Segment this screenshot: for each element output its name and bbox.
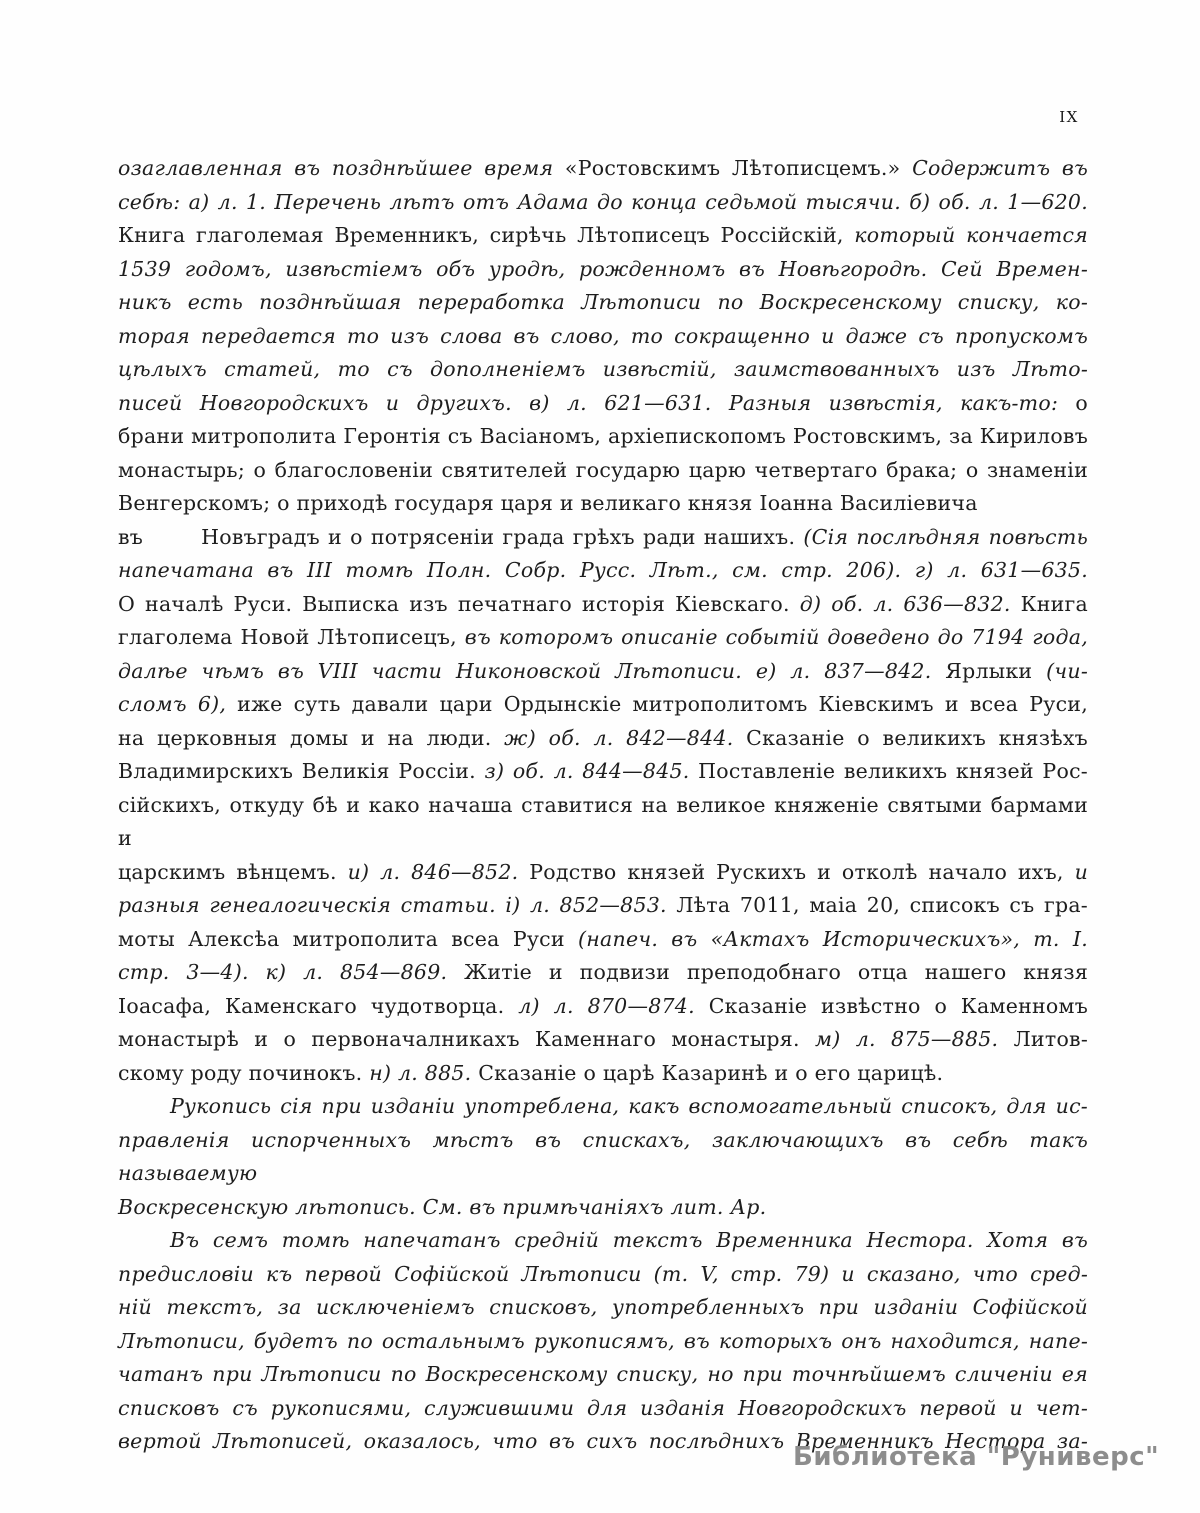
text-line	[118, 1392, 1088, 1426]
italic-text-segment: (Сія послѣдняя повѣсть	[803, 524, 1088, 549]
roman-text-segment: Сказаніе извѣстно о Каменномъ	[708, 993, 1088, 1018]
roman-text-segment: глаголема Новой Лѣтописецъ,	[118, 625, 465, 649]
italic-text-segment: и	[1074, 859, 1089, 884]
text-line	[118, 219, 1088, 253]
roman-text-segment: монастырь; о благословеніи святителей государю царю четвертаго брака; о знаменіи	[118, 457, 1088, 482]
text-line	[118, 789, 1088, 856]
text-line	[118, 320, 1088, 354]
text-line	[118, 990, 1088, 1024]
roman-text-segment: иже суть давали цари Ордынскіе митрополитомъ Кіевскимъ и всеа Руси,	[237, 692, 1088, 716]
page-number: IX	[1059, 108, 1079, 126]
italic-text-segment: (напеч. въ «Актахъ Историческихъ», т. I.	[578, 926, 1088, 951]
italic-text-segment: ній текстъ, за исключеніемъ списковъ, употребленныхъ при изданіи Софійской	[118, 1295, 1088, 1319]
italic-text-segment: ж) об. л. 842—844.	[504, 725, 747, 750]
library-watermark: Библиотека "Руниверс"	[793, 1442, 1160, 1472]
italic-text-segment: Рукопись сія при изданіи употреблена, какъ вспомогательный списокъ, для ис-	[170, 1094, 1088, 1118]
text-line	[118, 186, 1088, 220]
italic-text-segment: д) об. л. 636—832.	[799, 591, 1021, 616]
roman-text-segment: сійскихъ, откуду бѣ и како начаша ставитися на великое княженіе святыми бармами и	[118, 792, 1088, 850]
roman-text-segment: Родство князей Рускихъ и отколѣ начало ихъ,	[529, 859, 1075, 884]
italic-text-segment: торая передается то изъ слова въ слово, то сокращенно и даже съ пропускомъ	[118, 323, 1088, 348]
text-line	[118, 387, 1088, 421]
roman-text-segment: Житіе и подвизи преподобнаго отца нашего князя	[464, 960, 1088, 984]
text-line	[118, 889, 1088, 923]
italic-text-segment: Воскресенскую лѣтопись. См. въ примѣчаніяхъ лит. Ар.	[118, 1194, 767, 1219]
text-line	[118, 1358, 1088, 1392]
text-block	[118, 152, 1088, 1459]
italic-text-segment: м) л. 875—885.	[814, 1027, 1014, 1051]
roman-text-segment: въ	[118, 524, 144, 549]
italic-text-segment: который кончается	[854, 223, 1089, 247]
roman-text-segment: царскимъ вѣнцемъ.	[118, 859, 348, 884]
text-line	[118, 420, 1088, 454]
roman-text-segment: на церковныя домы и на люди.	[118, 725, 505, 750]
text-line	[118, 856, 1088, 890]
italic-text-segment: далѣе чѣмъ въ VIII части Никоновской Лѣтописи. е) л. 837—842.	[118, 658, 946, 683]
roman-text-segment: Поставленіе великихъ князей Рос-	[698, 759, 1088, 783]
roman-text-segment: Венгерскомъ; о приходѣ государя царя и великаго князя Іоанна Василіевича	[118, 491, 978, 515]
roman-text-segment: Новъградъ и о потрясеніи града грѣхъ ради нашихъ.	[201, 524, 804, 549]
italic-text-segment: чатанъ при Лѣтописи по Воскресенскому списку, но при точнѣйшемъ сличеніи ея	[118, 1362, 1088, 1386]
italic-text-segment: стр. 3—4). к) л. 854—869.	[118, 960, 465, 984]
italic-text-segment: н) л. 885.	[369, 1060, 479, 1085]
italic-text-segment: правленія испорченныхъ мѣстъ въ спискахъ, заключающихъ въ себѣ такъ называемую	[118, 1127, 1088, 1185]
text-line	[118, 755, 1088, 789]
italic-text-segment: л) л. 870—874.	[518, 993, 709, 1018]
text-line	[118, 487, 1088, 521]
italic-text-segment: з) об. л. 844—845.	[484, 759, 699, 783]
text-line	[118, 621, 1088, 655]
text-line	[118, 1258, 1088, 1292]
roman-text-segment: Ярлыки	[945, 658, 1047, 683]
roman-text-segment: брани митрополита Геронтія съ Васіаномъ, архіепископомъ Ростовскимъ, за Кириловъ	[118, 424, 1088, 448]
text-line	[118, 688, 1088, 722]
italic-text-segment: въ которомъ описаніе событій доведено до 7194 года,	[464, 625, 1088, 649]
text-line	[118, 1057, 1088, 1091]
paragraph	[118, 1090, 1088, 1224]
text-line	[118, 1124, 1088, 1191]
text-line	[118, 521, 1088, 555]
text-line	[118, 1023, 1088, 1057]
roman-text-segment: «Ростовскимъ Лѣтописцемъ.»	[564, 156, 901, 180]
italic-text-segment: вертой Лѣтописей, оказалось, что въ сихъ послѣднихъ Временникъ Нестора за-	[118, 1429, 1088, 1453]
roman-text-segment: моты Алексѣа митрополита всеа Руси	[118, 926, 579, 951]
roman-text-segment: Владимирскихъ Великія Россіи.	[118, 759, 485, 783]
italic-text-segment: и) л. 846—852.	[347, 859, 530, 884]
paragraph	[118, 152, 1088, 1090]
italic-text-segment: списковъ съ рукописями, служившими для изданія Новгородскихъ первой и чет-	[118, 1395, 1088, 1420]
roman-text-segment: О началѣ Руси. Выписка изъ печатнаго исторія Кіевскаго.	[118, 591, 800, 616]
italic-text-segment: (чи-	[1046, 658, 1089, 683]
italic-text-segment: 1539 годомъ, извѣстіемъ объ уродѣ, рожденномъ въ Новѣгородѣ. Сей Времен-	[118, 256, 1088, 281]
italic-text-segment: писей Новгородскихъ и другихъ. в) л. 621—631. Разныя извѣстія, какъ-то:	[118, 390, 1076, 415]
italic-text-segment: разныя генеалогическія статьи. і) л. 852—853.	[118, 893, 677, 917]
roman-text-segment: Литов-	[1013, 1027, 1088, 1051]
roman-text-segment: Іоасафа, Каменскаго чудотворца.	[118, 993, 519, 1018]
italic-text-segment: предисловіи къ первой Софійской Лѣтописи (т. V, стр. 79) и сказано, что сред-	[118, 1261, 1088, 1286]
text-line	[118, 1291, 1088, 1325]
text-line	[118, 1090, 1088, 1124]
italic-text-segment: цѣлыхъ статей, то съ дополненіемъ извѣстій, заимствованныхъ изъ Лѣто-	[118, 357, 1088, 381]
text-line	[118, 655, 1088, 689]
roman-text-segment: Книга глаголемая Временникъ, сирѣчь Лѣтописецъ Россійскій,	[118, 223, 855, 247]
text-line	[118, 923, 1088, 957]
text-line	[118, 956, 1088, 990]
italic-text-segment: Въ семъ томѣ напечатанъ средній текстъ Временника Нестора. Хотя въ	[170, 1228, 1088, 1252]
text-line	[118, 253, 1088, 287]
text-line	[118, 1191, 1088, 1225]
roman-text-segment: Книга	[1020, 591, 1088, 616]
roman-text-segment: о	[1075, 390, 1088, 415]
italic-text-segment: напечатана въ III томѣ Полн. Собр. Русс. Лѣт., см. стр. 206). г) л. 631—635.	[118, 558, 1088, 582]
italic-text-segment: сломъ 6),	[118, 692, 238, 716]
text-line	[118, 588, 1088, 622]
text-line	[118, 454, 1088, 488]
italic-text-segment: никъ есть позднѣйшая переработка Лѣтописи по Воскресенскому списку, ко-	[118, 290, 1088, 314]
roman-text-segment: Сказаніе о великихъ князѣхъ	[746, 725, 1088, 750]
text-line	[118, 1224, 1088, 1258]
roman-text-segment: монастырѣ и о первоначалникахъ Каменнаго монастыря.	[118, 1027, 815, 1051]
text-line	[118, 554, 1088, 588]
text-line	[118, 353, 1088, 387]
typographic-gap	[143, 543, 201, 544]
roman-text-segment: Сказаніе о царѣ Казаринѣ и о его царицѣ.	[478, 1060, 944, 1085]
italic-text-segment: Содержитъ въ	[900, 156, 1088, 180]
italic-text-segment: Лѣтописи, будетъ по остальнымъ рукописямъ, въ которыхъ онъ находится, напе-	[118, 1328, 1088, 1353]
text-line	[118, 1325, 1088, 1359]
roman-text-segment: Лѣта 7011, маіа 20, списокъ съ гра-	[676, 893, 1088, 917]
italic-text-segment: озаглавленная въ позднѣйшее время	[118, 156, 565, 180]
text-line	[118, 152, 1088, 186]
paragraph	[118, 1224, 1088, 1459]
text-line	[118, 286, 1088, 320]
italic-text-segment: себѣ: а) л. 1. Перечень лѣтъ отъ Адама до конца седьмой тысячи. б) об. л. 1—620.	[118, 189, 1088, 214]
text-line	[118, 722, 1088, 756]
roman-text-segment: скому роду починокъ.	[118, 1060, 370, 1085]
